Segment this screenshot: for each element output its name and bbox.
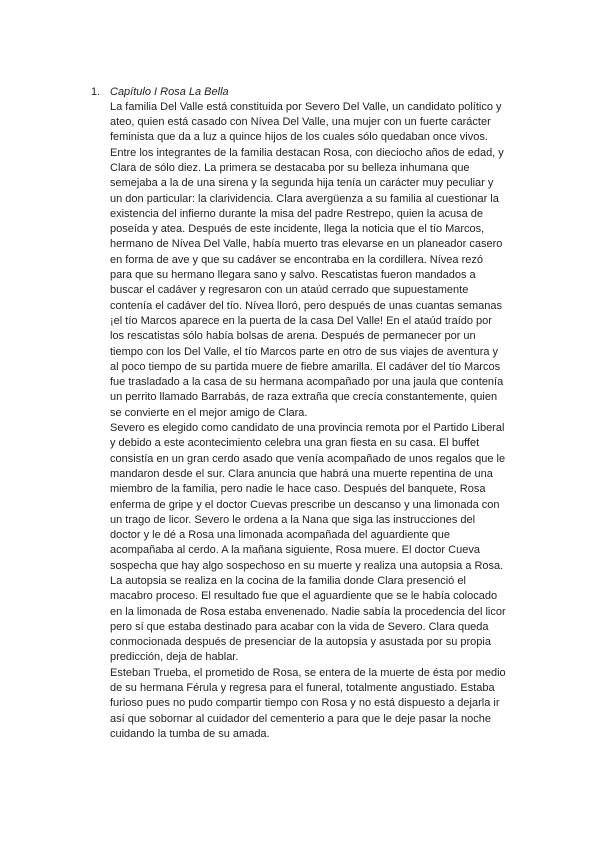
text-line: los rescatistas sólo había bolsas de arena. Después de permanecer por un bbox=[110, 330, 476, 343]
text-line: feminista que da a luz a quince hijos de los cuales sólo quedaban once vivos. bbox=[110, 131, 488, 144]
chapter-heading: Capítulo I Rosa La Bella bbox=[110, 85, 229, 98]
text-line: poseída y atea. Después de este incidente, llega la noticia que el tío Marcos, bbox=[110, 223, 485, 236]
text-line: se convierte en el mejor amigo de Clara. bbox=[110, 406, 308, 419]
text-line: al poco tiempo de su partida muere de fiebre amarilla. El cadáver del tío Marcos bbox=[110, 360, 501, 373]
list-item-content bbox=[110, 85, 550, 743]
text-line: macabro proceso. El resultado fue que el aguardiente que se le había colocado bbox=[110, 590, 498, 603]
text-line: enferma de gripe y el doctor Cuevas prescribe un descanso y una limonada con bbox=[110, 498, 500, 511]
text-line: conmocionada después de presenciar de la autopsia y asustada por su propia bbox=[110, 636, 491, 649]
text-line: un trago de licor. Severo le ordena a la Nana que siga las instrucciones del bbox=[110, 513, 476, 526]
text-line: de su hermana Férula y regresa para el funeral, totalmente angustiado. Estaba bbox=[110, 682, 495, 695]
text-line: pero sí que estaba destinado para acabar con la vida de Severo. Clara queda bbox=[110, 620, 489, 633]
text-line: buscar el cadáver y regresaron con un ataúd cerrado que supuestamente bbox=[110, 284, 469, 297]
text-line: furioso pues no pudo compartir tiempo con Rosa y no está dispuesto a dejarla ir bbox=[110, 697, 500, 710]
text-line: contenía el cadáver del tío. Nívea lloró, pero después de unas cuantas semanas bbox=[110, 299, 502, 312]
text-line: cuidando la tumba de su amada. bbox=[110, 727, 270, 740]
text-line: Severo es elegido como candidato de una provincia remota por el Partido Liberal bbox=[110, 422, 505, 435]
text-line: ¡el tío Marcos aparece en la puerta de la casa Del Valle! En el ataúd traído por bbox=[110, 314, 492, 327]
text-line: sospecha que hay algo sospechoso en su muerte y realiza una autopsia a Rosa. bbox=[110, 559, 504, 572]
text-line: consistía en un gran cerdo asado que venía acompañado de unos regalos que le bbox=[110, 452, 506, 465]
text-line: en la limonada de Rosa estaba envenenado. Nadie sabía la procedencia del licor bbox=[110, 605, 506, 618]
text-line: La familia Del Valle está constituida por Severo Del Valle, un candidato político y bbox=[110, 100, 502, 113]
text-line: acompañaba al cerdo. A la mañana siguiente, Rosa muere. El doctor Cueva bbox=[110, 544, 480, 557]
text-line: Esteban Trueba, el prometido de Rosa, se entera de la muerte de ésta por medio bbox=[110, 666, 506, 679]
paragraph bbox=[110, 421, 550, 666]
text-line: La autopsia se realiza en la cocina de la familia donde Clara presenció el bbox=[110, 575, 466, 587]
text-line: un don particular: la clarividencia. Clara avergüenza a su familia al cuestionar la bbox=[110, 192, 499, 205]
text-line: doctor y le dé a Rosa una limonada acompañada del aguardiente que bbox=[110, 529, 451, 542]
text-line: ateo, quien está casado con Nívea Del Valle, una mujer con un fuerte carácter bbox=[110, 116, 491, 129]
text-line: mandaron desde el sur. Clara anuncia que habrá una muerte repentina de una bbox=[110, 467, 493, 480]
text-line: semejaba a la de una sirena y la segunda hija tenía un carácter muy peculiar y bbox=[110, 177, 494, 190]
body-text bbox=[110, 100, 550, 742]
text-line: así que sobornar al cuidador del cementerio a para que le deje pasar la noche bbox=[110, 712, 491, 725]
text-line: y debido a este acontecimiento celebra una gran fiesta en su casa. El buffet bbox=[110, 437, 480, 450]
text-line: Clara de sólo diez. La primera se destacaba por su belleza inhumana que bbox=[110, 161, 470, 174]
text-line: para que su hermano llegara sano y salvo. Rescatistas fueron mandados a bbox=[110, 269, 476, 282]
paragraph bbox=[110, 100, 550, 421]
text-line: fue trasladado a la casa de su hermana acompañado por una jaula que contenía bbox=[110, 376, 504, 389]
text-line: miembro de la familia, pero nadie le hace caso. Después del banquete, Rosa bbox=[110, 483, 486, 496]
list-number: 1. bbox=[91, 85, 101, 98]
text-line: tiempo con los Del Valle, el tío Marcos parte en otro de sus viajes de aventura y bbox=[110, 345, 499, 358]
paragraph bbox=[110, 666, 550, 742]
text-line: existencia del infierno durante la misa del padre Restrepo, quien la acusa de bbox=[110, 207, 484, 220]
text-line: predicción, deja de hablar. bbox=[110, 651, 239, 664]
text-line: en forma de ave y que su cadáver se encontraba en la cordillera. Nívea rezó bbox=[110, 253, 483, 266]
text-line: Entre los integrantes de la familia destacan Rosa, con dieciocho años de edad, y bbox=[110, 146, 504, 159]
text-line: un perrito llamado Barrabás, de raza extraña que crecía constantemente, quien bbox=[110, 391, 498, 404]
text-line: hermano de Nívea Del Valle, había muerto tras elevarse en un planeador casero bbox=[110, 238, 503, 251]
